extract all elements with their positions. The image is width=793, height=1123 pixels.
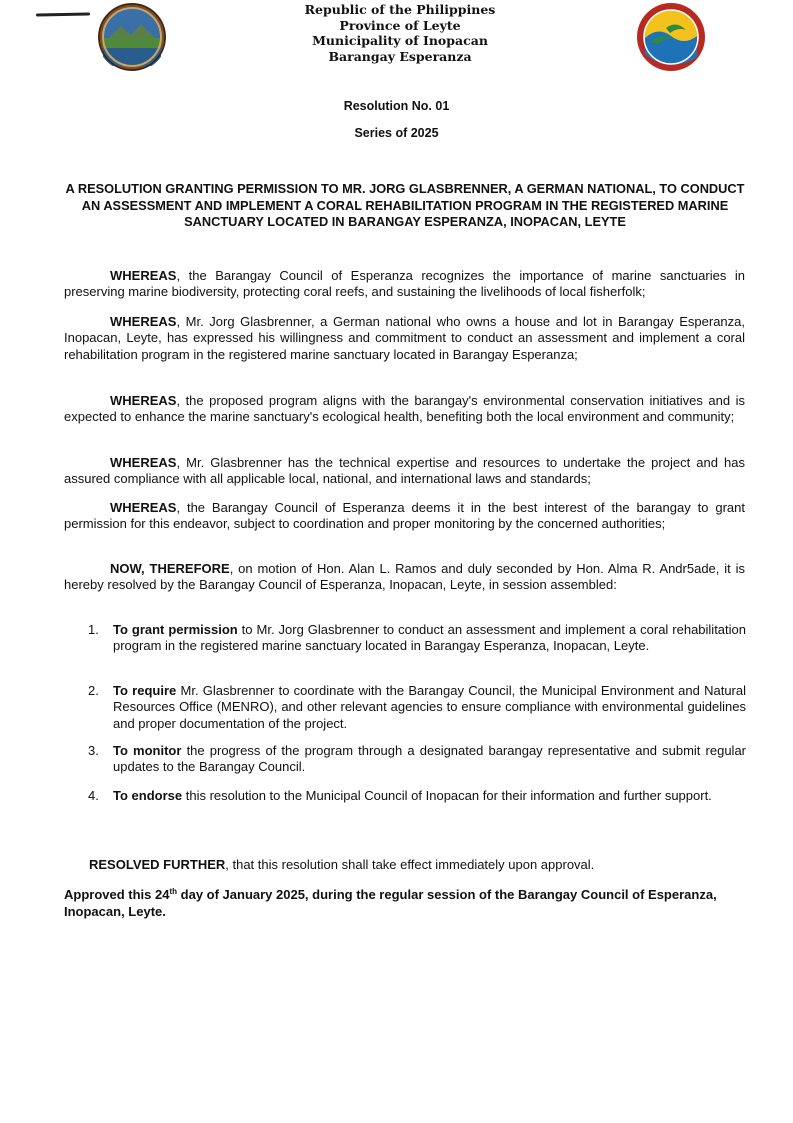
letterhead <box>200 2 600 64</box>
resolution-series: Series of 2025 <box>354 126 439 140</box>
clause-keyword: NOW, THEREFORE <box>110 561 230 576</box>
clause-keyword: WHEREAS <box>110 500 177 515</box>
letterhead-country: Republic of the Philippines <box>304 2 496 17</box>
item-number: 3. <box>88 743 99 758</box>
clause-keyword: WHEREAS <box>110 455 177 470</box>
scan-mark <box>36 13 90 17</box>
approval-text-post: day of January 2025, during the regular session of the Barangay Council of Esperanza, Inopacan, Leyte. <box>64 887 717 919</box>
whereas-clause-1 <box>64 268 745 301</box>
clause-keyword: WHEREAS <box>110 314 177 329</box>
item-number: 4. <box>88 788 99 803</box>
whereas-clause-5 <box>64 500 745 533</box>
municipal-seal-logo <box>636 2 706 72</box>
resolved-further-clause <box>89 857 749 873</box>
letterhead-province: Province of Leyte <box>339 17 461 33</box>
clause-text: , the Barangay Council of Esperanza recognizes the importance of marine sanctuaries in preserving marine biodiversity, protecting coral reefs, and sustaining the livelihoods of local fisherfolk; <box>64 268 745 300</box>
item-keyword: To grant permission <box>113 622 238 637</box>
resolved-item-3 <box>88 743 746 776</box>
clause-text: , Mr. Jorg Glasbrenner, a German national who owns a house and lot in Barangay Esperanza, Inopacan, Leyte, has expressed his willingness and commitment to conduct an assessment and implement a coral rehabilitation program in the registered marine sanctuary located in Barangay Esperanza; <box>64 314 745 362</box>
approval-text-pre: Approved this 24 <box>64 887 170 902</box>
approval-day-suffix: th <box>169 887 178 896</box>
clause-keyword: WHEREAS <box>110 393 177 408</box>
item-number: 1. <box>88 622 99 637</box>
resolution-number: Resolution No. 01 <box>343 99 450 113</box>
clause-text: , Mr. Glasbrenner has the technical expertise and resources to undertake the project and has assured compliance with all applicable local, national, and international laws and standards; <box>64 455 745 487</box>
item-text: this resolution to the Municipal Council of Inopacan for their information and further support. <box>182 788 712 803</box>
barangay-seal-logo <box>97 2 167 72</box>
clause-text: , that this resolution shall take effect immediately upon approval. <box>225 857 595 872</box>
item-keyword: To monitor <box>113 743 182 758</box>
approval-statement <box>64 883 754 920</box>
now-therefore-clause <box>64 561 745 594</box>
item-text: the progress of the program through a designated barangay representative and submit regular updates to the Barangay Council. <box>113 743 747 775</box>
item-keyword: To endorse <box>113 788 183 803</box>
item-number: 2. <box>88 683 99 698</box>
clause-keyword: WHEREAS <box>110 268 177 283</box>
clause-text: , the Barangay Council of Esperanza deems it in the best interest of the barangay to grant permission for this endeavor, subject to coordination and proper monitoring by the concerned authorities; <box>64 500 745 532</box>
whereas-clause-2 <box>64 314 745 363</box>
clause-text: , on motion of Hon. Alan L. Ramos and duly seconded by Hon. Alma R. Andr5ade, it is hereby resolved by the Barangay Council of Esperanza, Inopacan, Leyte, in session assembled: <box>64 561 745 593</box>
item-keyword: To require <box>113 683 177 698</box>
whereas-clause-3 <box>64 393 745 426</box>
item-text: Mr. Glasbrenner to coordinate with the Barangay Council, the Municipal Environment and Natural Resources Office (MENRO), and other relevant agencies to ensure compliance with environmental guidelines and proper documentation of the project. <box>113 683 746 731</box>
letterhead-municipality: Municipality of Inopacan <box>312 33 488 48</box>
clause-keyword: RESOLVED FURTHER <box>89 857 226 872</box>
resolved-item-4 <box>88 788 746 804</box>
resolved-item-1 <box>88 622 746 655</box>
resolved-item-2 <box>88 683 746 732</box>
whereas-clause-4 <box>64 455 745 488</box>
item-text: to Mr. Jorg Glasbrenner to conduct an assessment and implement a coral rehabilitation program in the registered marine sanctuary located in Barangay Esperanza, Inopacan, Leyte. <box>113 622 746 654</box>
letterhead-barangay: Barangay Esperanza <box>328 48 472 64</box>
resolution-title: A RESOLUTION GRANTING PERMISSION TO MR. JORG GLASBRENNER, A GERMAN NATIONAL, TO CONDUCT AN ASSESSMENT AND IMPLEMENT A CORAL REHABILITATION PROGRAM IN THE REGISTERED MARINE SANCTUARY LOCATED IN BARANGAY ESPERANZA, INOPACAN, LEYTE <box>65 181 745 229</box>
clause-text: , the proposed program aligns with the barangay's environmental conservation initiatives and is expected to enhance the marine sanctuary's ecological health, benefiting both the local environment and community; <box>64 393 745 425</box>
